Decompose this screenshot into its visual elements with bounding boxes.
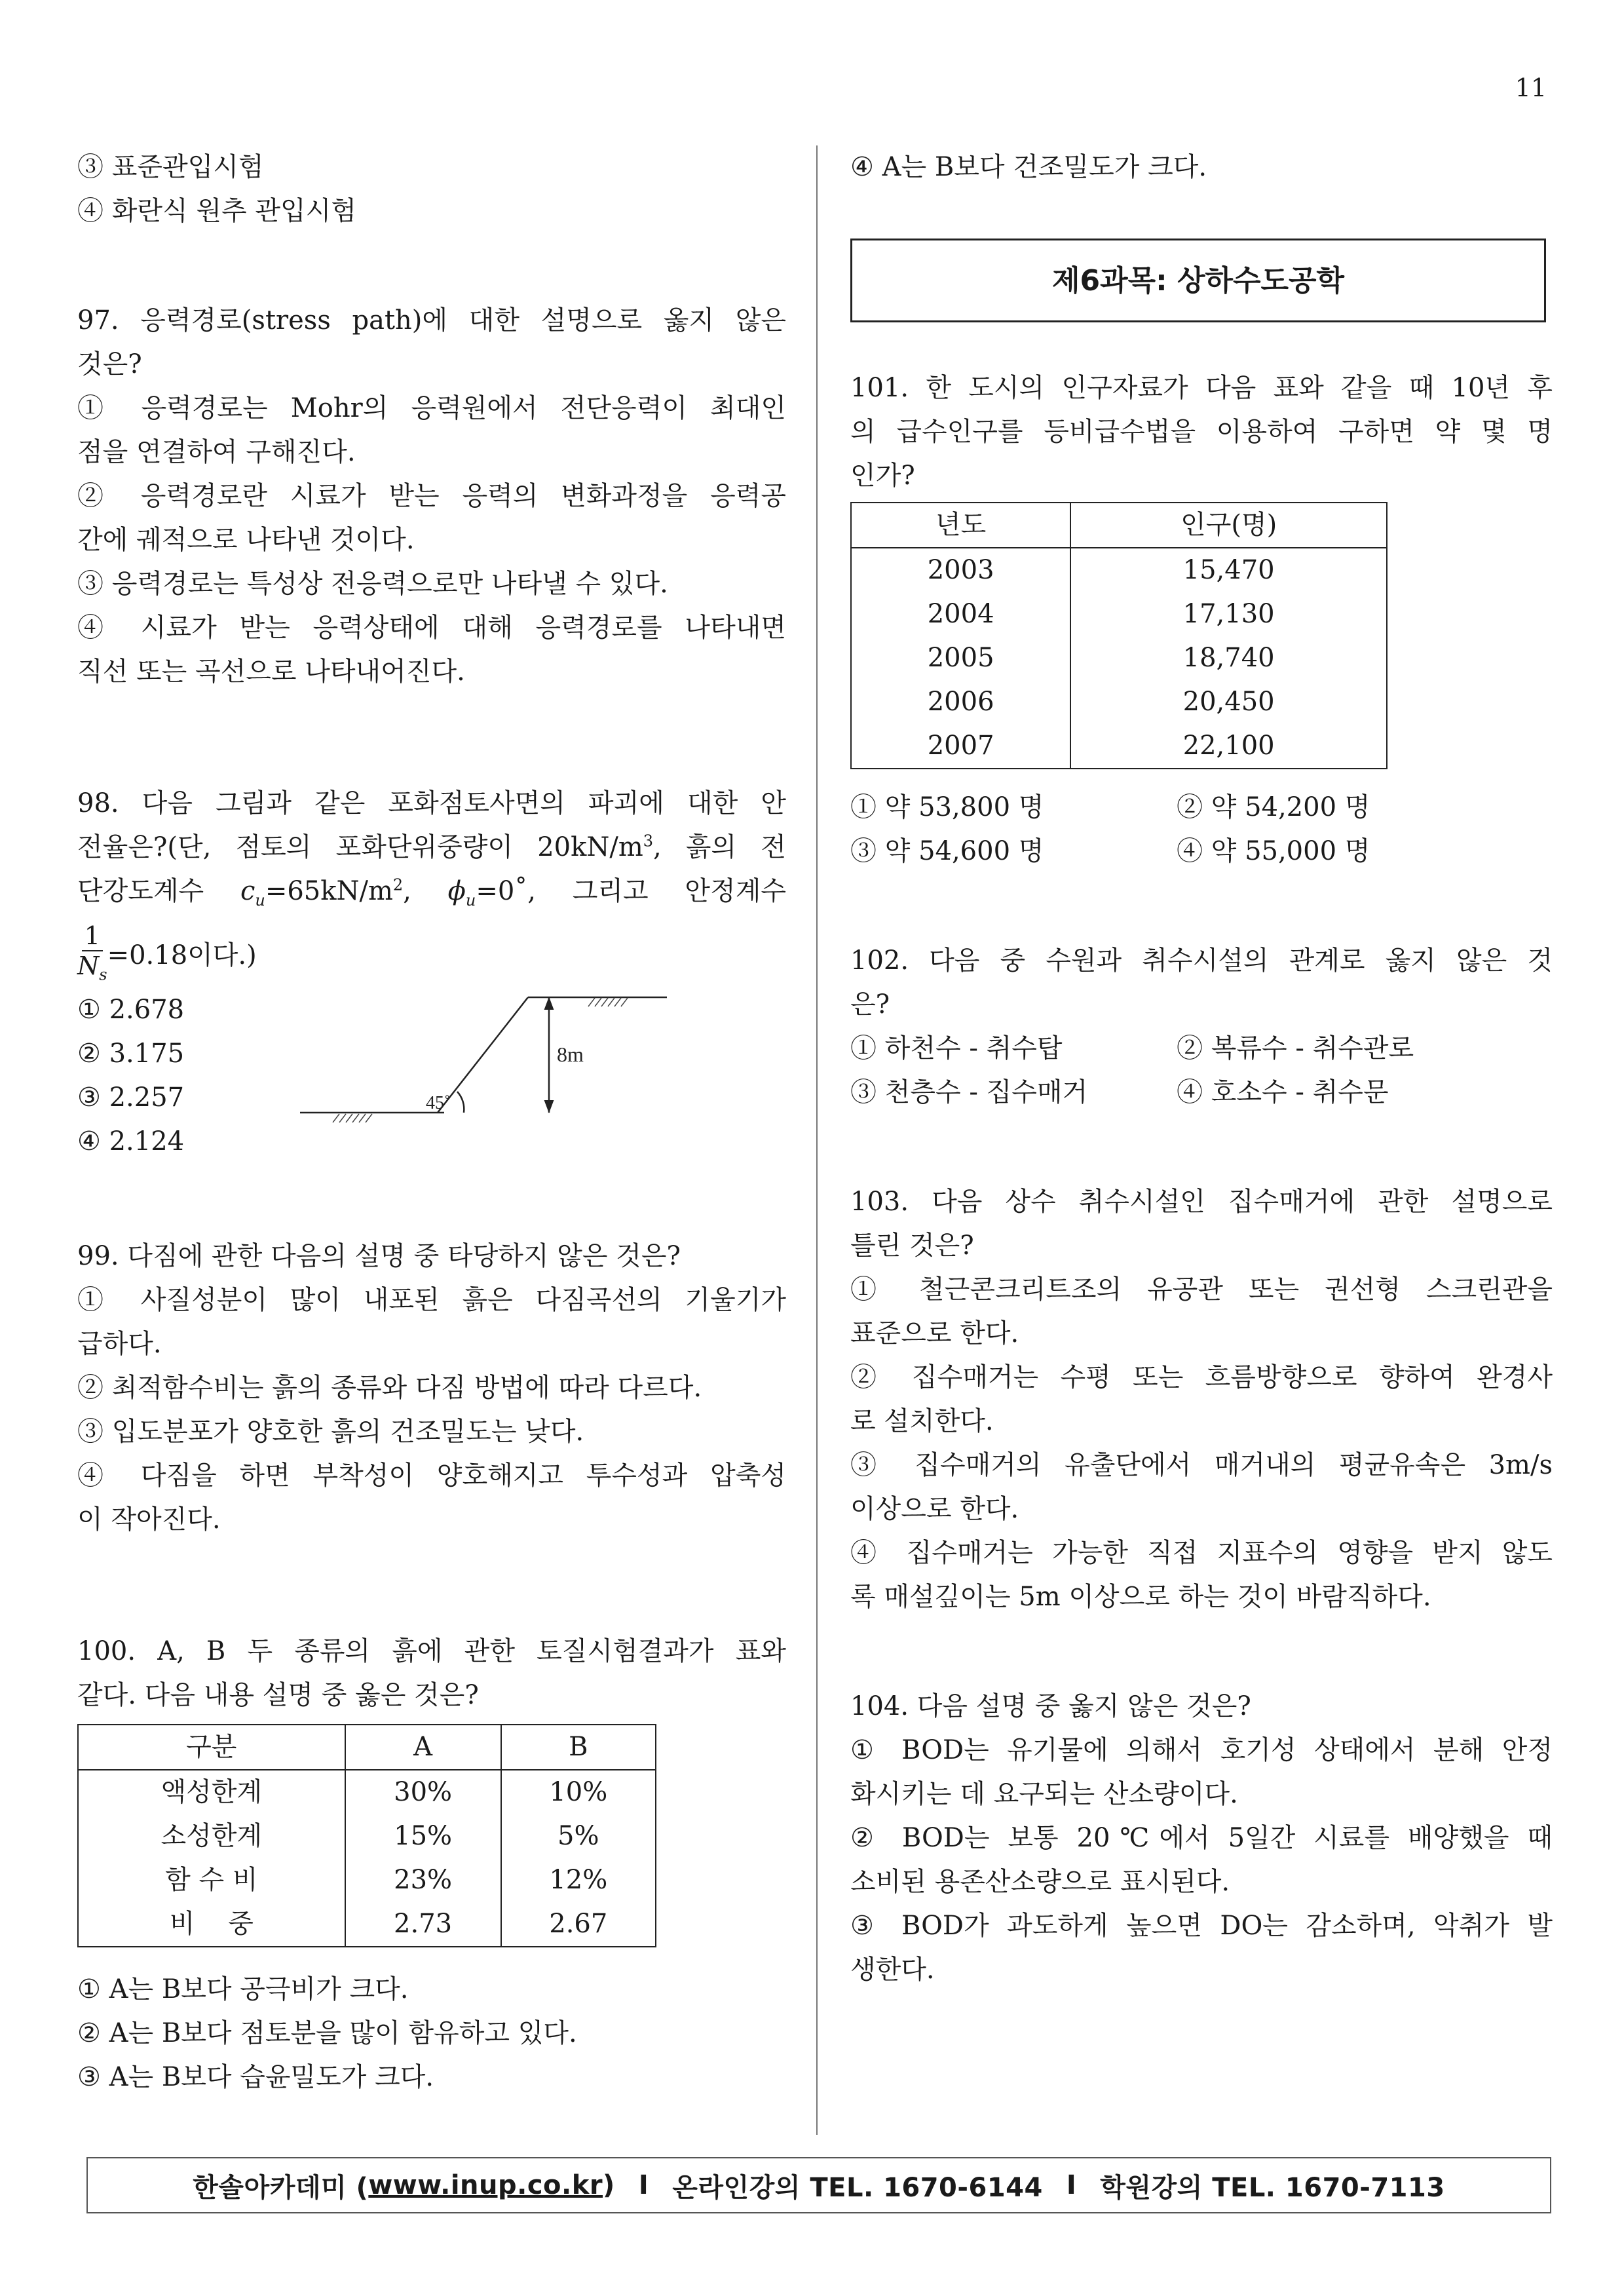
question-stem: 103. 다음 상수 취수시설인 집수매거에 관한 설명으로 (850, 1187, 1553, 1217)
option-3: ③ 약 54,600 명 (850, 836, 1044, 866)
online-phone: 온라인강의 TEL. 1670-6144 (672, 2172, 1043, 2203)
right-column (850, 145, 1553, 1992)
footer-banner: 한솔아카데미 ( www.inup.co.kr ) I 온라인강의 TEL. 1670-6144 I 학원강의 TEL. 1670-7113 (86, 2157, 1551, 2213)
options-row (850, 1027, 1553, 1071)
question-100 (77, 1630, 786, 2099)
option-3-cont: 생한다. (850, 1955, 935, 1985)
option-2-cont: 로 설치한다. (850, 1406, 994, 1436)
footer-separator: I (1066, 2170, 1077, 2200)
option-4: ④ 집수매거는 가능한 직접 지표수의 영향을 받지 않도 (850, 1538, 1553, 1568)
question-stem: 은? (850, 989, 890, 1020)
table-header: 년도 (852, 503, 1070, 548)
academy-name: 한솔아카데미 ( (193, 2172, 369, 2203)
table-header: 인구(명) (1070, 503, 1386, 548)
slope-figure (300, 988, 667, 1145)
option-2: ② 응력경로란 시료가 받는 응력의 변화과정을 응력공 (77, 481, 786, 511)
question-stem: 틀린 것은? (850, 1231, 974, 1261)
section-title: 제6과목: 상하수도공학 (850, 239, 1546, 322)
question-stem: 인가? (850, 461, 915, 491)
question-stem: 단강도계수 $c_u=65kN/m^2$, $\phi_u=0˚$, 그리고 안정계수 (77, 875, 786, 909)
option-2: ② 복류수 - 취수관로 (1177, 1033, 1414, 1063)
question-stem: 104. 다음 설명 중 옳지 않은 것은? (850, 1691, 1251, 1721)
option-2: ② 최적함수비는 흙의 종류와 다짐 방법에 따라 다르다. (77, 1373, 702, 1403)
table-row: 2006 20,450 (852, 680, 1386, 724)
question-98-body (77, 988, 786, 1169)
question-stem: 101. 한 도시의 인구자료가 다음 표와 같을 때 10년 후 (850, 373, 1553, 403)
option-1-cont: 급하다. (77, 1329, 162, 1359)
option-4-cont: 이 작아진다. (77, 1504, 221, 1535)
option-4: ④ 화란식 원추 관입시험 (77, 196, 356, 226)
table-row: 2007 22,100 (852, 724, 1386, 768)
option-3: ③ 천층수 - 집수매거 (850, 1077, 1088, 1107)
option-1-cont: 화시키는 데 요구되는 산소량이다. (850, 1779, 1238, 1809)
option-4-cont: 록 매설깊이는 5m 이상으로 하는 것이 바람직하다. (850, 1582, 1431, 1612)
question-101 (850, 366, 1553, 873)
question-stem: 98. 다음 그림과 같은 포화점토사면의 파괴에 대한 안 (77, 788, 786, 818)
question-97 (77, 299, 786, 694)
option-1-cont: 점을 연결하여 구해진다. (77, 437, 356, 467)
population-table (850, 502, 1388, 769)
question-stem: 것은? (77, 349, 142, 379)
table-row: 액성한계 30% 10% (79, 1770, 655, 1814)
options-row (850, 1071, 1553, 1115)
question-stem: 102. 다음 중 수원과 취수시설의 관계로 옳지 않은 것 (850, 946, 1553, 976)
option-1: ① 철근콘크리트조의 유공관 또는 권선형 스크린관을 (850, 1274, 1553, 1305)
question-stem: 99. 다짐에 관한 다음의 설명 중 타당하지 않은 것은? (77, 1241, 681, 1271)
angle-label: 45˚ (426, 1093, 451, 1113)
options-row (850, 786, 1553, 830)
question-104 (850, 1685, 1553, 1992)
option-4: ④ A는 B보다 건조밀도가 크다. (850, 152, 1207, 182)
option-3: ③ 응력경로는 특성상 전응력으로만 나타낼 수 있다. (77, 569, 668, 599)
table-row: 소성한계 15% 5% (79, 1814, 655, 1858)
question-99 (77, 1234, 786, 1542)
stability-fraction-line: $\frac{1}{N_s}$ =0.18이다.) (77, 923, 786, 988)
option-4: ④ 호소수 - 취수문 (1177, 1077, 1389, 1107)
table-header: 구분 (79, 1725, 345, 1770)
soil-test-table (77, 1724, 656, 1947)
option-3: ③ 입도분포가 양호한 흙의 건조밀도는 낮다. (77, 1417, 584, 1447)
question-103 (850, 1180, 1553, 1619)
option-4: ④ 약 55,000 명 (1177, 836, 1370, 866)
option-1: ① 약 53,800 명 (850, 792, 1044, 822)
table-row: 비 중 2.73 2.67 (79, 1902, 655, 1946)
option-3: ③ 집수매거의 유출단에서 매거내의 평균유속은 3m/s (850, 1450, 1553, 1480)
option-2: ② BOD는 보통 20℃에서 5일간 시료를 배양했을 때 (850, 1823, 1553, 1853)
option-2-cont: 소비된 용존산소량으로 표시된다. (850, 1867, 1230, 1897)
option-2: ② A는 B보다 점토분을 많이 함유하고 있다. (77, 2018, 577, 2048)
left-column (77, 145, 786, 2099)
options-row (850, 830, 1553, 873)
question-stem: 100. A, B 두 종류의 흙에 관한 토질시험결과가 표와 (77, 1636, 786, 1666)
question-98 (77, 782, 786, 1169)
option-4: ④ 다짐을 하면 부착성이 양호해지고 투수성과 압축성 (77, 1461, 786, 1491)
option-1: ① BOD는 유기물에 의해서 호기성 상태에서 분해 안정 (850, 1735, 1553, 1765)
page-number: 11 (1515, 73, 1547, 102)
option-4: ④ 시료가 받는 응력상태에 대해 응력경로를 나타내면 (77, 613, 786, 643)
option-3: ③ 2.257 (77, 1082, 185, 1113)
website-link[interactable]: www.inup.co.kr (368, 2170, 603, 2200)
table-header: B (501, 1725, 655, 1770)
footer-separator: I (638, 2170, 649, 2200)
option-1: ① 2.678 (77, 995, 185, 1025)
option-3-cont: 이상으로 한다. (850, 1494, 1019, 1524)
option-4-cont: 직선 또는 곡선으로 나타내어진다. (77, 657, 465, 687)
table-row: 2005 18,740 (852, 636, 1386, 680)
option-2: ② 약 54,200 명 (1177, 792, 1370, 822)
table-row: 2004 17,130 (852, 592, 1386, 636)
height-label: 8m (557, 1043, 584, 1066)
option-2-cont: 간에 궤적으로 나타낸 것이다. (77, 525, 415, 555)
option-2: ② 3.175 (77, 1039, 185, 1069)
question-stem: 전율은?(단, 점토의 포화단위중량이 $20kN/m^3$, 흙의 전 (77, 832, 786, 862)
option-1-cont: 표준으로 한다. (850, 1318, 1019, 1349)
option-3: ③ 표준관입시험 (77, 152, 264, 182)
option-1: ① 사질성분이 많이 내포된 흙은 다짐곡선의 기울기가 (77, 1285, 786, 1315)
table-row: 함 수 비 23% 12% (79, 1858, 655, 1902)
column-divider (816, 145, 818, 2135)
option-1: ① A는 B보다 공극비가 크다. (77, 1974, 409, 2004)
option-3: ③ A는 B보다 습윤밀도가 크다. (77, 2062, 434, 2092)
option-1: ① 하천수 - 취수탑 (850, 1033, 1063, 1063)
table-row: 2003 15,470 (852, 548, 1386, 592)
question-stem: 같다. 다음 내용 설명 중 옳은 것은? (77, 1680, 479, 1710)
fraction: $\frac{1}{N_s}$ (77, 921, 107, 984)
question-102 (850, 939, 1553, 1115)
option-3: ③ BOD가 과도하게 높으면 DO는 감소하며, 악취가 발 (850, 1911, 1553, 1941)
option-4: ④ 2.124 (77, 1126, 185, 1157)
question-stem: 97. 응력경로(stress path)에 대한 설명으로 옳지 않은 (77, 305, 786, 335)
option-1: ① 응력경로는 Mohr의 응력원에서 전단응력이 최대인 (77, 393, 786, 423)
table-header: A (345, 1725, 501, 1770)
question-stem: 의 급수인구를 등비급수법을 이용하여 구하면 약 몇 명 (850, 417, 1553, 447)
option-2: ② 집수매거는 수평 또는 흐름방향으로 향하여 완경사 (850, 1362, 1553, 1392)
offline-phone: 학원강의 TEL. 1670-7113 (1100, 2172, 1445, 2203)
